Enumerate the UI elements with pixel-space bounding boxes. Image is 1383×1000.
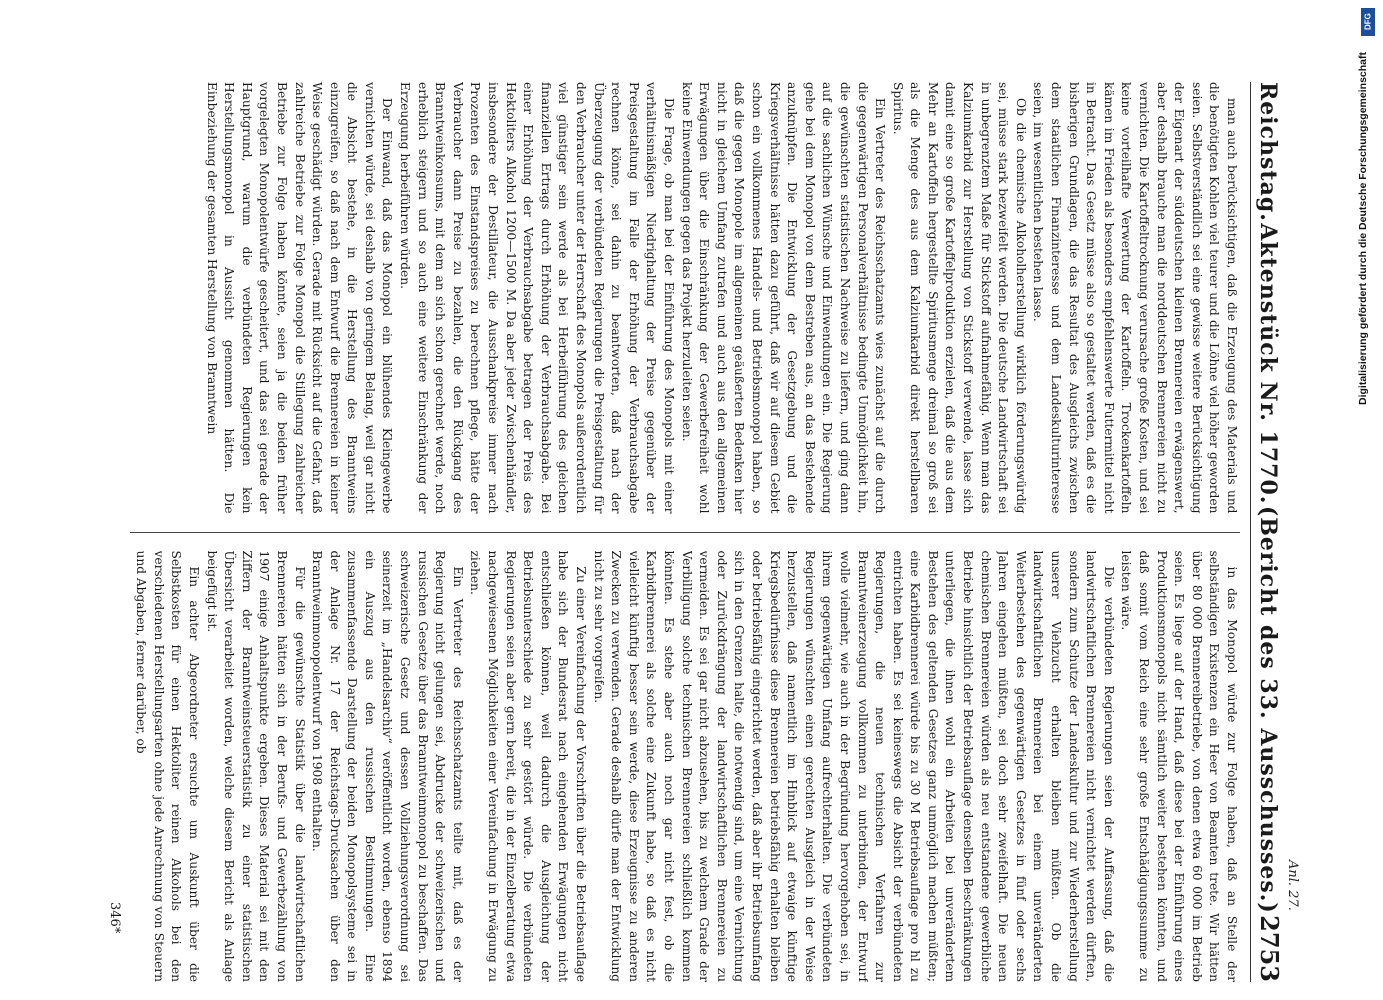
- page-header: [1250, 82, 1290, 982]
- paragraph: Die verbündeten Regierungen seien der Auffassung, daß die landwirtschaftlichen Brennereien nicht vernichtet werden dürften, sondern zum Schutze der Landeskultur und zur Wiederherstellung unserer Viehzucht erhalten bleiben müßten. Ob die landwirtschaftlichen Brennereien bei einem unveränderten Weiterbestehen des gegenwärtigen Gesetzes in fünf oder sechs Jahren eingehen müßten, sei doch sehr zweifelhaft. Die neuen chemischen Brennereien würden als neu entstandene gewerbliche Betriebe hinsichtlich der Betriebsauflage denselben Beschränkungen unterliegen, die ihnen wohl ein Arbeiten bei unverändertem Bestehen des geltenden Gesetzes ganz unmöglich machen müßten; eine Karbidbrennerei würde bis zu 30 M Betriebsauflage pro hl zu entrichten haben. Es sei keineswegs die Absicht der verbündeten Regierungen, die neuen technischen Verfahren zur Branntweinerzeugung vollkommen zu unterbinden, der Entwurf wolle vielmehr, wie auch in der Begründung hervorgehoben sei, in ihrem gegenwärtigen Umfang aufrechterhalten. Die verbündeten Regierungen wünschten einen gerechten Ausgleich in der Weise herzustellen, daß namentlich im Hinblick auf etwaige künftige Kriegsbedürfnisse diese Brennereien betriebsfähig erhalten bleiben oder betriebsfähig eingerichtet werden, daß aber ihr Betriebsumfang sich in den Grenzen halte, die notwendig sind, um eine Vernichtung oder Zurückdrängung der landwirtschaftlichen Brennereien zu vermeiden. Es sei gar nicht abzusehen, bis zu welchem Grade der Verbilligung solche technischen Brennereien schließlich kommen könnten. Es stehe aber auch noch gar nicht fest, ob die Karbidbrennerei als solche eine Zukunft habe, so daß es nicht vielleicht künftig besser sein werde, diese Erzeugnisse zu anderen Zwecken zu verwenden. Gerade deshalb dürfe man der Entwicklung nicht zu sehr vorgreifen.: [591, 550, 1116, 982]
- left-column: [130, 82, 1240, 514]
- header-left: Reichstag.: [1255, 82, 1281, 222]
- paragraph: Der Einwand, daß das Monopol ein blühendes Kleingewerbe vernichten würde, sei deshalb von geringem Belang, weil gar nicht die Absicht bestehe, in die Herstellung des Branntweins einzugreifen, so daß nach dem Entwurf die Brennereien in keiner Weise geschädigt würden. Gerade mit Rücksicht auf die Gefahr, daß zahlreiche Betriebe zur Folge Monopol die Stillegung zahlreicher Betriebe zur Folge haben könnte, seien ja die beiden früher vorgelegten Monopolentwürfe gescheitert, und das sei gerade der Hauptgrund, warum die verbündeten Regierungen kein Herstellungsmonopol in Aussicht genommen hätten. Die Einbeziehung der gesamten Herstellung von Branntwein: [204, 82, 395, 514]
- right-column: [130, 551, 1240, 983]
- dfg-logo: DFG: [1361, 8, 1375, 36]
- paragraph: Die Frage, ob man bei der Einführung des Monopols mit einer verhältnismäßigen Niedrighaltung der Preise gegenüber der Preisgestaltung im Falle der Erhöhung der Verbrauchsabgabe rechnen könne, sei dahin zu beantworten, daß nach der Überzeugung der verbündeten Regierungen die Preisgestaltung für den Verbraucher unter der Herrschaft des Monopols außerordentlich viel günstiger sein werde als bei Herbeiführung des gleichen finanziellen Ertrags durch Erhöhung der Verbrauchsabgabe. Bei einer Erhöhung der Verbrauchsabgabe betragen der Preis des Hektoliters Alkohol 1200—1500 M. Da aber jeder Zwischenhändler, insbesondere der Destillateur, die Ausschankpreise immer nach Prozenten des Einstandspreises zu berechnen pflege, hätte der Verbraucher dann Preise zu bezahlen, die den Rückgang des Branntweinkonsums, mit dem an sich schon gerechnet werde, noch erheblich steigern und so auch eine weitere Einschränkung der Erzeugung herbeiführen würden.: [398, 82, 676, 514]
- side-attribution-bar: [1357, 8, 1375, 992]
- paragraph: Für die gewünschte Statistik über die landwirtschaftlichen Brennereien hätten sich in der Berufs- und Gewerbezählung von 1907 einige Anhaltspunkte ergeben. Dieses Material sei mit den Ziffern der Branntweinsteuerstatistik zu einer statistischen Übersicht verarbeitet worden, welche diesem Bericht als Anlage beigefügt ist.: [204, 550, 307, 982]
- margin-annotation: Anl. 27.: [1285, 860, 1300, 911]
- paragraph: Ob die chemische Alkoholherstellung wirklich förderungswürdig sei, müsse stark bezweifelt werden. Die deutsche Landwirtschaft sei in unbegrenztem Maße für Stickstoff aufnahmefähig. Wenn man das Kalziumkarbid zur Herstellung von Stickstoff verwende, lasse sich damit eine so große Kartoffelproduktion erzielen, daß die aus dem Mehr an Kartoffeln hergestellte Spiritusmenge dreimal so groß sei als die Menge des aus dem Kalziumkarbid direkt herstellbaren Spiritus.: [890, 82, 1028, 514]
- header-document-number: Aktenstück Nr. 1770.: [1255, 223, 1281, 505]
- footer-signature: 346*: [107, 902, 122, 934]
- document-page: [90, 82, 1290, 982]
- paragraph: Ein Vertreter des Reichsschatzamts wies zunächst auf die durch die gegenwärtigen Personalverhältnisse bedingte Unmöglichkeit hin, die gewünschten statistischen Nachweise zu liefern, und ging dann auf die sachlichen Wünsche und Einwendungen ein. Die Regierung gehe bei dem Monopol von dem Bestreben aus, an das Bestehende anzuknüpfen. Die Entwicklung der Gesetzgebung und die Kriegsverhältnisse hätten dazu geführt, daß wir auf diesem Gebiet schon ein vollkommenes Handels- und Betriebsmonopol haben, so daß die gegen Monopole im allgemeinen geäußerten Bedenken hier nicht in gleichem Umfang zutrafen und auch aus den allgemeinen Erwägungen über die Einschränkung der Gewerbefreiheit wohl keine Einwendungen gegen das Projekt herzuleiten seien.: [679, 82, 888, 514]
- column-divider: [130, 532, 1240, 533]
- paragraph: Ein achter Abgeordneter ersuchte um Auskunft über die Selbstkosten für einen Hektoliter reinen Alkohols bei den verschiedenen Herstellungsarten ohne jede Anrechnung von Steuern und Abgaben, ferner darüber, ob: [134, 550, 201, 982]
- page-number: 2753: [1255, 915, 1284, 982]
- paragraph: man auch berücksichtigen, daß die Erzeugung des Materials und die benötigten Kohlen viel teurer und die Löhne viel höher geworden seien. Selbstverständlich sei eine gewisse weitere Berücksichtigung der Eigenart der süddeutschen kleinen Brennereien erwägenswert, aber deshalb brauche man die norddeutschen Brennereien nicht zu vernichten. Die Kartoffeltrocknung verursache große Kosten, und sei keine vorteilhafte Verwertung der Kartoffeln. Trockenkartoffeln kämen im Frieden als besonders empfehlenswerte Futtermittel nicht in Betracht. Das Gesetz müsse also so gestaltet werden, daß es die bisherigen Grundlagen, die das Resultat des Ausgleichs zwischen dem staatlichen Finanzinteresse und dem Landeskulturinteresse seien, im wesentlichen bestehen lasse.: [1031, 82, 1239, 514]
- text-columns: [130, 82, 1240, 982]
- header-report-title: (Bericht des 33. Ausschusses.): [1255, 505, 1281, 914]
- paragraph: in das Monopol würde zur Folge haben, daß an Stelle der selbständigen Existenzen ein Heer von Beamten trete. Wir hätten über 80 000 Brennereibetriebe, von denen etwa 60 000 im Betrieb seien. Es liege auf der Hand, daß diese bei der Einführung eines Produktionsmonopols nicht sämtlich weiter bestehen könnten, und daß somit vom Reich eine sehr große Entschädigungssumme zu leisten wäre.: [1119, 550, 1239, 982]
- side-attribution: Digitalisierung gefördert durch die Deutsche Forschungsgemeinschaft: [1357, 52, 1369, 405]
- paragraph: Ein Vertreter des Reichsschatzamts teilte mit, daß es der Regierung nicht gelungen sei, Abdrucke der schweizerischen und russischen Gesetze über das Branntweinmonopol zu beschaffen. Das schweizerische Gesetz und dessen Vollziehungsverordnung sei seinerzeit im „Handelsarchiv“ veröffentlicht worden, ebenso 1894 ein Auszug aus den russischen Bestimmungen. Eine zusammenfassende Darstellung der beiden Monopolsysteme sei in der Anlage Nr. 17 der Reichstags-Drucksachen über den Branntweinmonopolentwurf von 1908 enthalten.: [310, 550, 465, 982]
- paragraph: Zu einer Vereinfachung der Vorschriften über die Betriebsauflage habe sich der Bundesrat nach eingehenden Erwägungen nicht entschließen können, weil dadurch die Ausgleichung der Betriebsunterschiede zu sehr gestört würde. Die verbündeten Regierungen seien aber gern bereit, die in der Einzelberatung etwa nachgewiesenen Möglichkeiten einer Vereinfachung in Erwägung zu ziehen.: [468, 550, 589, 982]
